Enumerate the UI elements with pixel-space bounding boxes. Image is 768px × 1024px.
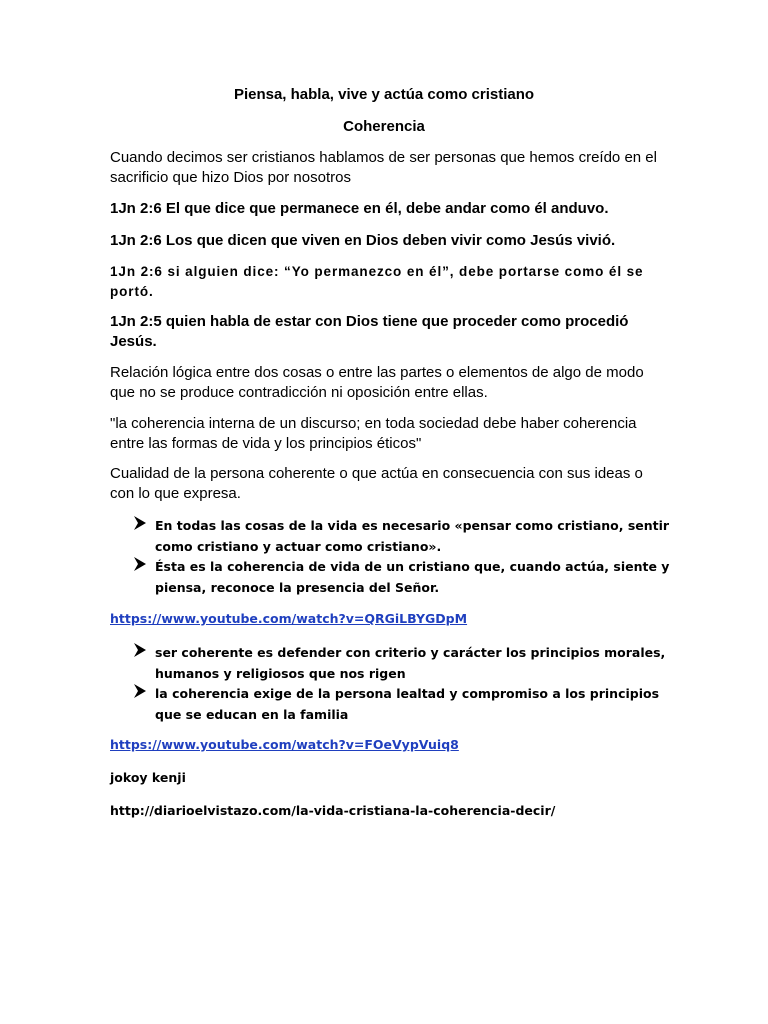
bullet-text: Ésta es la coherencia de vida de un cristiano que, cuando actúa, siente y piensa, reconoce la presencia del Señor. [155, 559, 670, 595]
definition-2: "la coherencia interna de un discurso; en toda sociedad debe haber coherencia entre las formas de vida y los principios éticos" [110, 415, 637, 452]
arrow-bullet-icon [134, 516, 146, 530]
page-title: Piensa, habla, vive y actúa como cristiano [233, 86, 535, 103]
source-url: http://diarioelvistazo.com/la-vida-cristiana-la-coherencia-decir/ [110, 803, 556, 818]
author-name: jokoy kenji [110, 770, 186, 785]
verse-1: 1Jn 2:6 El que dice que permanece en él, debe andar como él anduvo. [110, 200, 609, 217]
bullet-text: En todas las cosas de la vida es necesario «pensar como cristiano, sentir como cristiano y actuar como cristiano». [155, 518, 670, 554]
verse-4: 1Jn 2:5 quien habla de estar con Dios tiene que proceder como procedió Jesús. [110, 313, 629, 350]
arrow-bullet-icon [134, 643, 146, 657]
bullet-text: ser coherente es defender con criterio y carácter los principios morales, humanos y religiosos que nos rigen [155, 645, 666, 681]
youtube-link-1[interactable]: https://www.youtube.com/watch?v=QRGiLBYGDpM [110, 611, 468, 626]
arrow-bullet-icon [134, 557, 146, 571]
bullet-text: la coherencia exige de la persona lealtad y compromiso a los principios que se educan en la familia [155, 686, 660, 722]
youtube-link-2[interactable]: https://www.youtube.com/watch?v=FOeVypVuiq8 [110, 737, 459, 752]
definition-3: Cualidad de la persona coherente o que actúa en consecuencia con sus ideas o con lo que expresa. [110, 465, 643, 502]
arrow-bullet-icon [134, 684, 146, 698]
intro-paragraph: Cuando decimos ser cristianos hablamos de ser personas que hemos creído en el sacrificio que hizo Dios por nosotros [110, 149, 657, 186]
verse-3: 1Jn 2:6 si alguien dice: “Yo permanezco en él”, debe portarse como él se portó. [110, 264, 644, 299]
page-subtitle: Coherencia [343, 118, 425, 135]
verse-2: 1Jn 2:6 Los que dicen que viven en Dios deben vivir como Jesús vivió. [110, 232, 616, 249]
definition-1: Relación lógica entre dos cosas o entre las partes o elementos de algo de modo que no se produce contradicción ni oposición entre ellas. [110, 364, 644, 401]
